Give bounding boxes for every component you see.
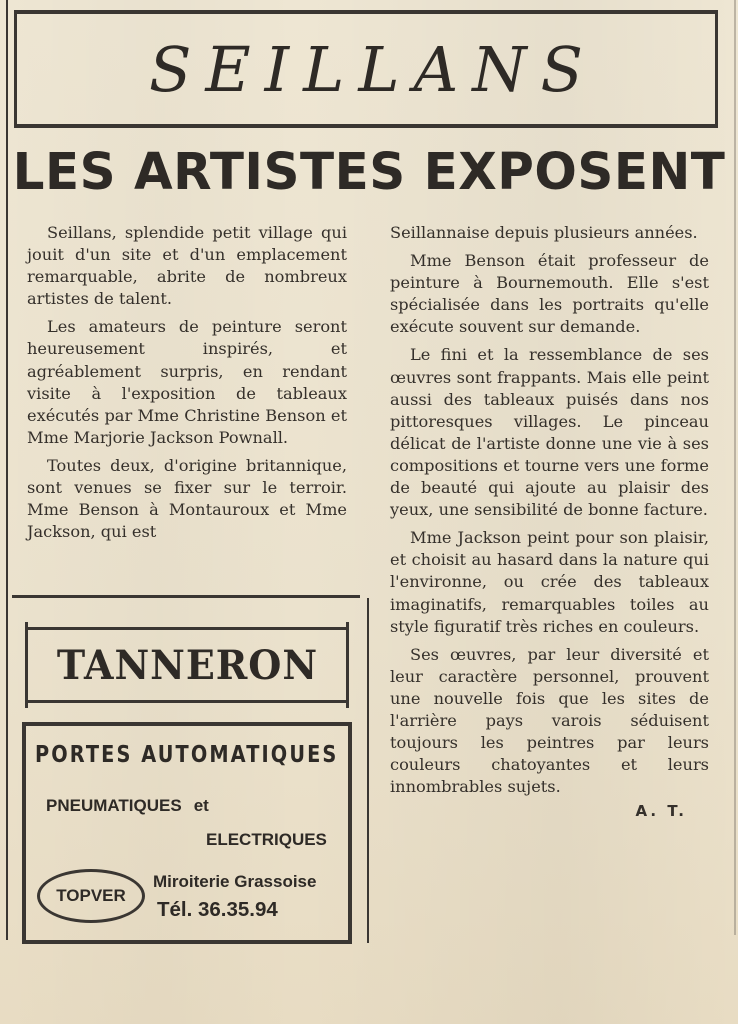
- topver-logo: [37, 869, 145, 923]
- article-column-right: [390, 222, 709, 822]
- article-paragraph: Toutes deux, d'origine britannique, sont venues se fixer sur le terroir. Mme Benson à Montauroux et Mme Jackson, qui est: [27, 455, 347, 542]
- ad-headline: PORTES AUTOMATIQUES: [35, 742, 339, 768]
- masthead-box: [14, 10, 718, 128]
- masthead-title: SEILLANS: [148, 32, 598, 106]
- article-paragraph: Les amateurs de peinture seront heureusement inspirés, et agréablement surpris, en rendant visite à l'exposition de tableaux exécutés par Mme Christine Benson et Mme Marjorie Jackson Pownall.: [27, 317, 347, 447]
- ad-line-pneumatiques: [46, 796, 209, 816]
- article-paragraph: Seillannaise depuis plusieurs années.: [390, 223, 698, 242]
- ad-line-electriques: ELECTRIQUES: [206, 830, 327, 849]
- article-paragraph: Seillans, splendide petit village qui jouit d'un site et d'un emplacement remarquable, abrite de nombreux artistes de talent.: [27, 223, 347, 309]
- article-paragraph: Mme Jackson peint pour son plaisir, et choisit au hasard dans la nature qui l'environne, ou crée des tableaux imaginatifs, remarquables toiles au style figuratif très riches en couleurs.: [390, 528, 709, 636]
- ad-company-name: Miroiterie Grassoise: [153, 872, 317, 891]
- article-paragraph: Ses œuvres, par leur diversité et leur caractère personnel, prouvent une nouvelle fois que les sites de l'arrière pays varois séduisent toujours les peintres par leurs couleurs chatoyantes et leurs innombrables sujets.: [390, 644, 709, 797]
- article-paragraph: Le fini et la ressemblance de ses œuvres sont frappants. Mais elle peint aussi des tableaux puisés dans nos pittoresques villages. Le pinceau délicat de l'artiste donne une vie à ses compositions et tourne vers une forme de beauté qui ajoute au plaisir des yeux, une sensibilité de bonne facture.: [390, 345, 709, 520]
- advertisement-box: [22, 722, 352, 944]
- page-left-rule: [6, 0, 8, 940]
- article-headline: LES ARTISTES EXPOSENT: [12, 143, 726, 202]
- section-divider: [12, 595, 360, 598]
- section-title: TANNERON: [56, 641, 318, 689]
- logo-text: TOPVER: [56, 886, 126, 905]
- ad-line1-suffix: et: [193, 796, 209, 815]
- ad-phone-number: Tél. 36.35.94: [157, 898, 278, 921]
- article-paragraph: Mme Benson était professeur de peinture à Bournemouth. Elle s'est spécialisée dans les portraits qu'elle exécute souvent sur demande.: [390, 251, 709, 337]
- column-divider: [367, 598, 369, 943]
- page-right-rule: [734, 0, 736, 935]
- section-title-box: [26, 627, 348, 703]
- article-column-left: [27, 222, 347, 543]
- ad-line1-text: PNEUMATIQUES: [46, 796, 182, 815]
- article-signature: A. T.: [635, 802, 687, 821]
